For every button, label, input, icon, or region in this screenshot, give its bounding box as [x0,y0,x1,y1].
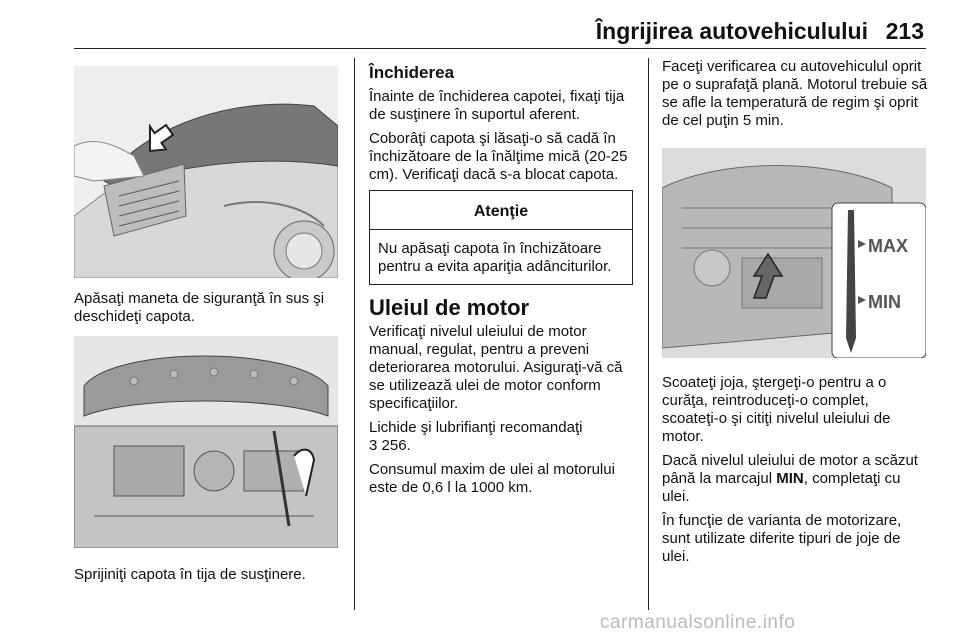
reference-text: Lichide şi lubrifianţi recomandaţi [369,419,583,436]
hood-release-illustration [74,66,338,278]
page-header-title: Îngrijirea autovehiculului [595,18,868,44]
caption-prop-rod: Sprijiniţi capota în tija de susţinere. [74,566,306,583]
warning-box [369,190,633,285]
dipstick-max-label: MAX [868,236,908,256]
oil-paragraph-1: Verificaţi nivelul uleiului de motor manual, regulat, pentru a preveni deteriorarea motorului. Asiguraţi-vă că se utilizează ulei de motor conform specificaţiilor. [369,323,623,412]
column-divider-1 [354,58,355,610]
watermark: carmanualsonline.info [600,612,796,633]
closing-paragraph-1: Înainte de închiderea capotei, fixaţi tija de susţinere în suportul aferent. [369,88,625,123]
page-number: 213 [885,18,924,44]
min-level-text-end: , completaţi cu ulei. [662,470,901,505]
page-reference-link[interactable]: 256. [381,437,411,454]
recommended-fluids-reference [369,419,633,455]
dipstick-types-paragraph: În funcţie de varianta de motorizare, sunt utilizate diferite tipuri de joje de ulei. [662,512,902,565]
check-conditions-paragraph: Faceţi verificarea cu autovehiculul oprit pe o suprafaţă plană. Motorul trebuie să se afle la temperatură de regim şi oprit de cel puţin 5 min. [662,58,928,129]
heading-closing: Închiderea [369,63,455,82]
min-level-paragraph [662,452,928,506]
page-reference-icon: 3 [369,437,378,454]
dipstick-procedure-paragraph: Scoateţi joja, ştergeţi-o pentru a o curăţa, reintroduceţi-o complet, scoateţi-o şi citiţi nivelul uleiului de motor. [662,374,891,445]
warning-title: Atenţie [370,191,632,230]
min-level-text-start: Dacă nivelul uleiului de motor a scăzut până la marcajul [662,452,918,487]
column-divider-2 [648,58,649,610]
min-mark-label: MIN [776,470,804,487]
heading-engine-oil: Uleiul de motor [369,295,530,320]
hood-prop-rod-illustration [74,336,338,548]
caption-hood-release: Apăsaţi maneta de siguranţă în sus şi deschideţi capota. [74,290,325,325]
warning-text: Nu apăsaţi capota în închizătoare pentru a evita apariţia adânciturilor. [378,240,612,275]
oil-paragraph-consumption: Consumul maxim de ulei al motorului este de 0,6 l la 1000 km. [369,461,615,496]
header-rule [74,48,926,49]
dipstick-min-label: MIN [868,292,901,312]
dipstick-illustration [662,148,926,358]
closing-paragraph-2: Coborâţi capota şi lăsaţi-o să cadă în închizătoare de la înălţime mică (20-25 cm). Verificaţi dacă s-a blocat capota. [369,130,628,183]
